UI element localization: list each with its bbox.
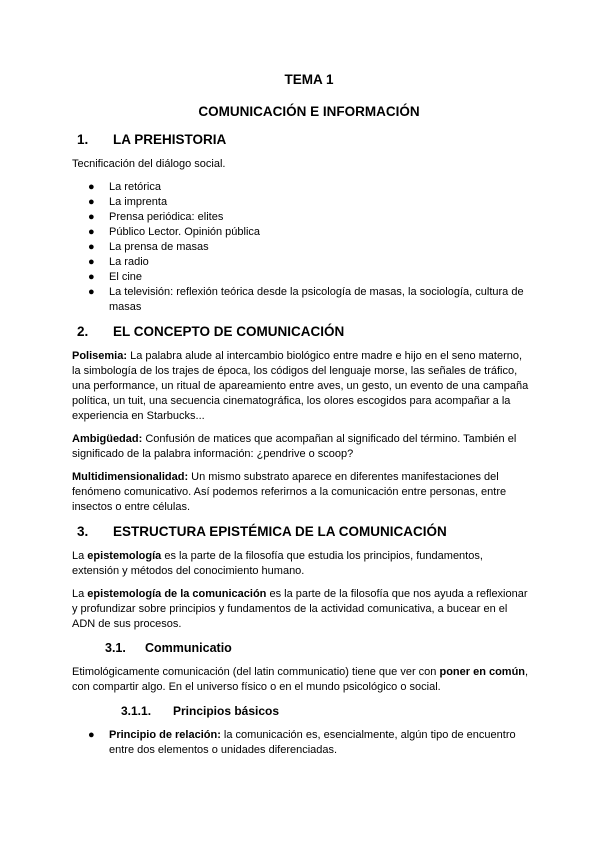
list-item (72, 195, 532, 210)
section-2-title: EL CONCEPTO DE COMUNICACIÓN (113, 324, 345, 339)
bullet-icon: ● (88, 211, 95, 223)
list-item-text: La radio (109, 256, 149, 268)
list-item-text: Prensa periódica: elites (109, 211, 224, 223)
list-item-text: La retórica (109, 181, 161, 193)
subsection-3-1-1-heading (72, 703, 532, 719)
text-run: Etimológicamente comunicación (del latin communicatio) tiene que ver con (72, 666, 440, 678)
bullet-icon: ● (88, 256, 95, 268)
bullet-icon: ● (88, 729, 95, 741)
ambiguedad-text: Confusión de matices que acompañan al significado del término. También el significado de la palabra información: ¿pendrive o scoop? (72, 433, 517, 460)
list-item-text: La televisión: reflexión teórica desde la psicología de masas, la sociología, cultura de masas (109, 286, 524, 313)
section-3-number: 3. (77, 524, 89, 539)
principio-relacion-text: la comunicación es, esencialmente, algún tipo de encuentro entre dos elementos o unidades diferenciadas. (109, 729, 516, 756)
text-run: es la parte de la filosofía que estudia los principios, fundamentos, extensión y métodos del conocimiento humano. (72, 550, 483, 577)
multidimensionalidad-text: Un mismo substrato aparece en diferentes manifestaciones del fenómeno comunicativo. Así podemos referirnos a la comunicación entre personas, entre insectos o entre células. (72, 471, 507, 513)
section-1-list (72, 180, 532, 315)
epistemologia-comunicacion-term: epistemología de la comunicación (87, 588, 267, 600)
text-run: , con compartir algo. En el universo físico o en el mundo psicológico o social. (72, 666, 529, 693)
epistemologia-term: epistemología (87, 550, 162, 562)
subsection-3-1-number: 3.1. (105, 641, 126, 655)
principios-list (72, 728, 532, 758)
section-2-number: 2. (77, 324, 89, 339)
section-3-heading (72, 523, 532, 541)
section-1-title: LA PREHISTORIA (113, 132, 227, 147)
ambiguedad-paragraph (72, 432, 532, 462)
list-item (72, 255, 532, 270)
list-item-text: Público Lector. Opinión pública (109, 226, 261, 238)
multidimensionalidad-paragraph (72, 470, 532, 515)
ambiguedad-label: Ambigüedad: (72, 433, 143, 445)
subsection-3-1-heading (72, 640, 532, 657)
text-run: La (72, 588, 88, 600)
bullet-icon: ● (88, 226, 95, 238)
list-item (72, 728, 532, 758)
poner-en-comun-term: poner en común (439, 666, 526, 678)
list-item (72, 180, 532, 195)
list-item (72, 285, 532, 315)
bullet-icon: ● (88, 271, 95, 283)
bullet-icon: ● (88, 286, 95, 298)
list-item (72, 225, 532, 240)
polisemia-text: La palabra alude al intercambio biológico entre madre e hijo en el seno materno, la simbología de los trajes de época, los códigos del lenguaje morse, las señales de tráfico, una performance, un ritual de apareamiento entre aves, un gesto, un evento de una campaña política, un tuit, una secuencia cinematográfica, los olores escogidos para acompañar a la experiencia en Starbucks... (72, 350, 529, 422)
list-item-text: El cine (109, 271, 143, 283)
epistemologia-paragraph (72, 549, 532, 579)
list-item (72, 240, 532, 255)
section-1-intro: Tecnificación del diálogo social. (72, 158, 226, 170)
bullet-icon: ● (88, 196, 95, 208)
document-title: COMUNICACIÓN E INFORMACIÓN (198, 104, 420, 119)
tema-title: TEMA 1 (284, 72, 334, 87)
polisemia-paragraph (72, 349, 532, 424)
section-1-number: 1. (77, 132, 89, 147)
list-item-text: La imprenta (109, 196, 168, 208)
section-1-heading (72, 131, 532, 149)
list-item (72, 210, 532, 225)
principio-relacion-label: Principio de relación: (109, 729, 221, 741)
text-run: La (72, 550, 88, 562)
subsection-3-1-title: Communicatio (145, 641, 232, 655)
list-item (72, 270, 532, 285)
text-run: es la parte de la filosofía que nos ayuda a reflexionar y profundizar sobre principios y fundamentos de la actividad comunicativa, a bucear en el ADN de sus procesos. (72, 588, 528, 630)
list-item-text: La prensa de masas (109, 241, 209, 253)
bullet-icon: ● (88, 181, 95, 193)
subsection-3-1-1-title: Principios básicos (173, 704, 280, 718)
section-3-title: ESTRUCTURA EPISTÉMICA DE LA COMUNICACIÓN (113, 524, 447, 539)
communicatio-paragraph (72, 665, 532, 695)
section-2-heading (72, 323, 532, 341)
epistemologia-comunicacion-paragraph (72, 587, 532, 632)
multidimensionalidad-label: Multidimensionalidad: (72, 471, 189, 483)
polisemia-label: Polisemia: (72, 350, 128, 362)
bullet-icon: ● (88, 241, 95, 253)
document-body (72, 71, 532, 766)
subsection-3-1-1-number: 3.1.1. (121, 704, 152, 718)
